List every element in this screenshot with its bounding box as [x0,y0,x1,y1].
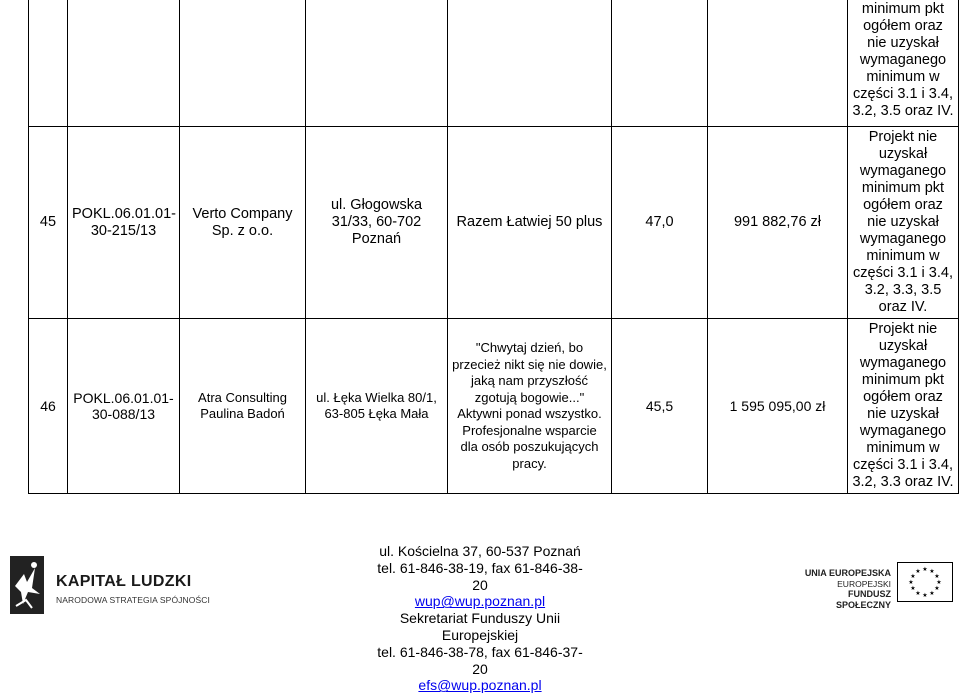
cell-address: ul. Głogowska 31/33, 60-702 Poznań [306,127,448,319]
cell-status: Projekt nie uzyskał wymaganego minimum pkt ogółem oraz nie uzyskał wymaganego minimum w części 3.1 i 3.4, 3.2, 3.3 oraz IV. [848,319,959,494]
cell-number: POKL.06.01.01-30-088/13 [68,319,180,494]
eu-line-3: FUNDUSZ SPOŁECZNY [835,589,891,610]
kapital-ludzki-emblem-icon [10,556,48,614]
address-line: ul. Kościelna 37, 60-537 Poznań [379,543,581,559]
svg-text:★: ★ [922,592,928,599]
svg-text:★: ★ [910,573,916,580]
eu-line-1: UNIA EUROPEJSKA [804,568,891,578]
cell-number [68,0,180,127]
email-link-wup[interactable]: wup@wup.poznan.pl [414,593,546,610]
cell-number: POKL.06.01.01-30-215/13 [68,127,180,319]
cell-company: Verto Company Sp. z o.o. [180,127,306,319]
svg-text:★: ★ [929,568,935,575]
table-row [29,0,959,127]
cell-amount [708,0,848,127]
svg-text:★: ★ [922,566,928,573]
svg-text:★: ★ [934,585,940,592]
svg-text:★: ★ [936,579,942,586]
eu-efs-logo [800,568,955,626]
phone-line-2: tel. 61-846-38-78, fax 61-846-37-20 [377,643,583,677]
table-row [29,319,959,494]
department-line: Sekretariat Funduszy Unii Europejskiej [399,610,561,643]
svg-text:★: ★ [908,579,914,586]
projects-table [28,0,959,494]
svg-text:★: ★ [915,568,921,575]
phone-line: tel. 61-846-38-19, fax 61-846-38-20 [377,559,583,593]
cell-lp: 45 [29,127,68,319]
cell-address [306,0,448,127]
cell-title [448,0,612,127]
cell-company: Atra Consulting Paulina Badoń [180,319,306,494]
contact-address [370,543,590,694]
cell-score: 47,0 [612,127,708,319]
cell-company [180,0,306,127]
cell-title: Razem Łatwiej 50 plus [448,127,612,319]
cell-lp [29,0,68,127]
cell-status: minimum pkt ogółem oraz nie uzyskał wymaganego minimum w części 3.1 i 3.4, 3.2, 3.5 oraz IV. [848,0,959,127]
page-footer [0,540,960,694]
cell-status: Projekt nie uzyskał wymaganego minimum pkt ogółem oraz nie uzyskał wymaganego minimum w części 3.1 i 3.4, 3.2, 3.3, 3.5 oraz IV. [848,127,959,319]
kapital-ludzki-subtitle: NARODOWA STRATEGIA SPÓJNOŚCI [56,595,210,605]
svg-text:★: ★ [910,585,916,592]
cell-lp: 46 [29,319,68,494]
cell-score [612,0,708,127]
cell-amount: 1 595 095,00 zł [708,319,848,494]
table-row [29,127,959,319]
svg-text:★: ★ [915,590,921,597]
kapital-ludzki-title: KAPITAŁ LUDZKI [56,573,192,590]
cell-title: "Chwytaj dzień, bo przecież nikt się nie dowie, jaką nam przyszłość zgotują bogowie..." Aktywni ponad wszystko. Profesjonalne wsparcie dla osób poszukujących pracy. [448,319,612,494]
cell-address: ul. Łęka Wielka 80/1, 63-805 Łęka Mała [306,319,448,494]
eu-flag-icon [897,562,953,602]
svg-text:★: ★ [934,573,940,580]
cell-score: 45,5 [612,319,708,494]
kapital-ludzki-logo [10,556,210,614]
cell-amount: 991 882,76 zł [708,127,848,319]
email-link-efs[interactable]: efs@wup.poznan.pl [418,677,542,694]
eu-line-2: EUROPEJSKI [837,578,891,589]
svg-text:★: ★ [929,590,935,597]
eu-logo-text [800,568,891,610]
